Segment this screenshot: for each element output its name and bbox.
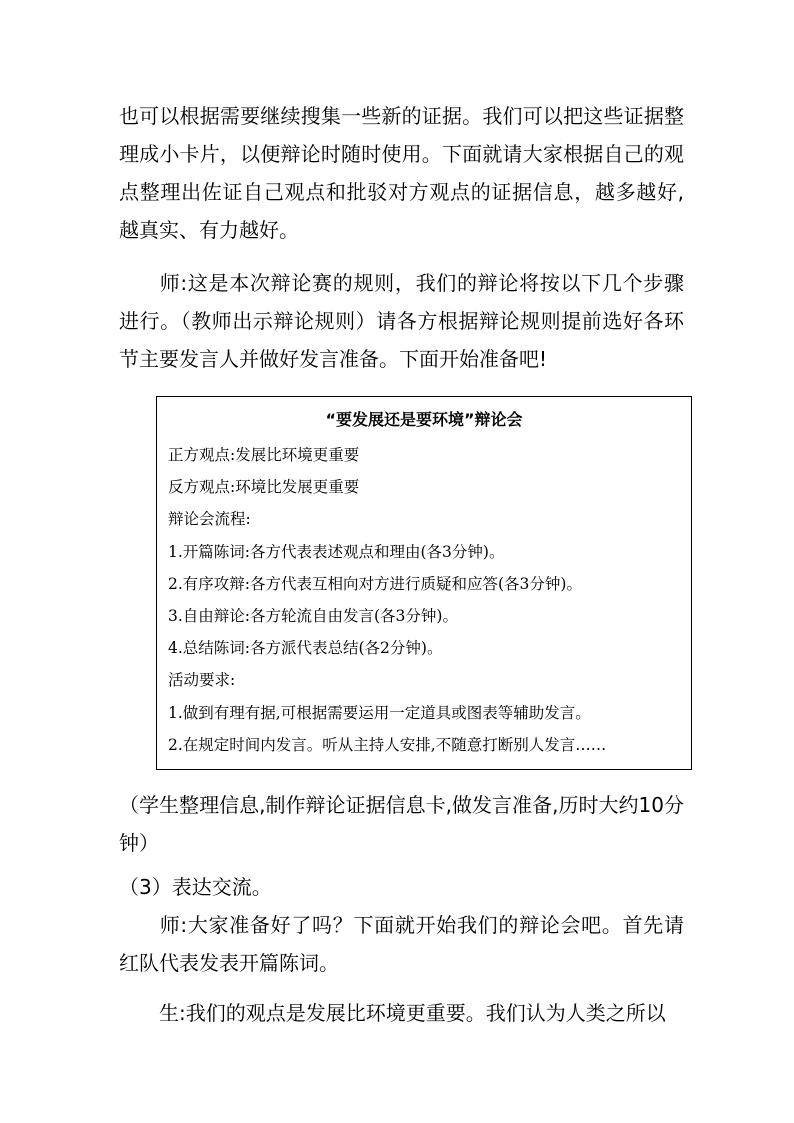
debate-rules-list (168, 439, 684, 761)
paragraph-evidence-collection: 也可以根据需要继续搜集一些新的证据。我们可以把这些证据整理成小卡片，以便辩论时随时使用。下面就请大家根据自己的观点整理出佐证自己观点和批驳对方观点的证据信息，越多越好,越真实、有力越好。 (119, 104, 684, 242)
rules-line-requirement-evidence: 1.做到有理有据,可根据需要运用一定道具或图表等辅助发言。 (168, 703, 591, 722)
rules-line-closing-statement: 4.总结陈词:各方派代表总结(各2分钟)。 (168, 639, 443, 658)
section-heading-expression: （3）表达交流。 (119, 875, 272, 899)
rules-line-cross-examination: 2.有序攻辩:各方代表互相向对方进行质疑和应答(各3分钟)。 (168, 574, 582, 593)
debate-rules-box (156, 396, 692, 770)
paragraph-student-activity: （学生整理信息,制作辩论证据信息卡,做发言准备,历时大约10分钟） (119, 793, 684, 855)
paragraph-teacher-start: 师:大家准备好了吗？下面就开始我们的辩论会吧。首先请红队代表发表开篇陈词。 (119, 913, 684, 975)
rules-line-free-debate: 3.自由辩论:各方轮流自由发言(各3分钟)。 (168, 606, 458, 625)
rules-line-process-heading: 辩论会流程: (168, 510, 251, 529)
debate-rules-title: “要发展还是要环境”辩论会 (325, 410, 523, 429)
rules-line-opening-statement: 1.开篇陈词:各方代表表述观点和理由(各3分钟)。 (168, 542, 505, 561)
paragraph-teacher-rules: 师:这是本次辩论赛的规则，我们的辩论将按以下几个步骤进行。（教师出示辩论规则）请各方根据辩论规则提前选好各环节主要发言人并做好发言准备。下面开始准备吧! (119, 271, 684, 371)
rules-line-negative: 反方观点:环境比发展更重要 (168, 478, 360, 497)
rules-line-requirements-heading: 活动要求: (168, 671, 236, 690)
rules-line-affirmative: 正方观点:发展比环境更重要 (168, 446, 360, 464)
paragraph-student-statement: 生:我们的观点是发展比环境更重要。我们认为人类之所以 (159, 1001, 666, 1025)
rules-line-requirement-time: 2.在规定时间内发言。听从主持人安排,不随意打断别人发言…… (168, 735, 607, 754)
